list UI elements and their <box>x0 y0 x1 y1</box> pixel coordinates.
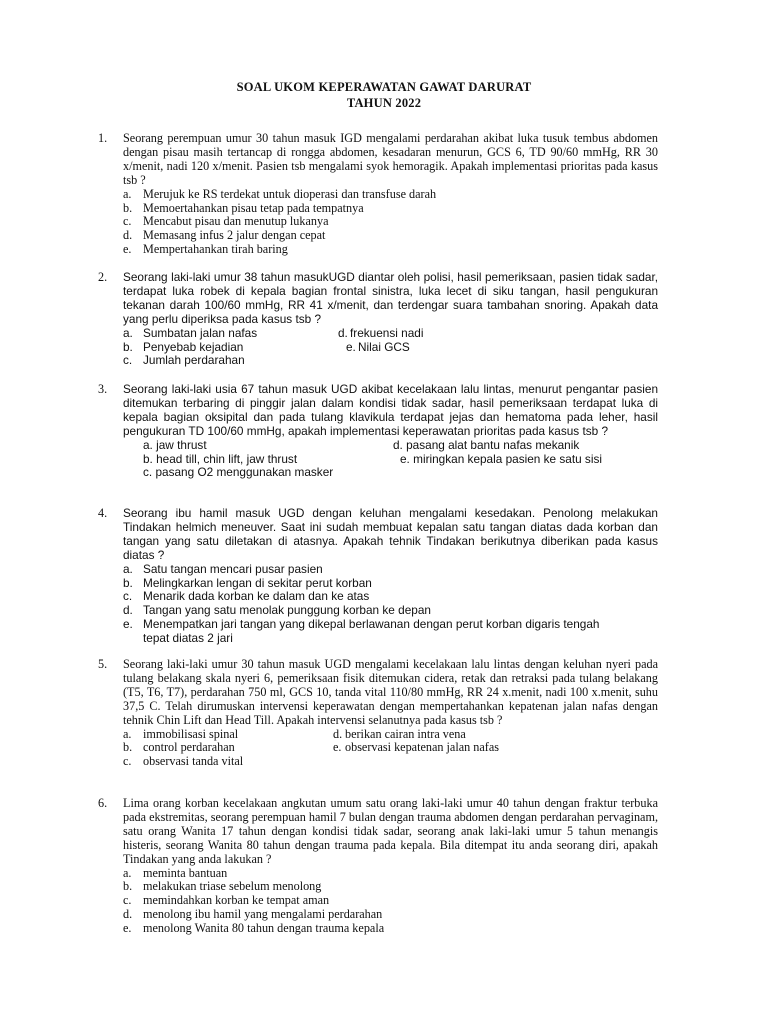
option-letter: e. <box>346 339 356 354</box>
option-a <box>123 188 658 202</box>
option-text: Sumbatan jalan nafas <box>143 325 258 340</box>
option-row <box>123 327 658 341</box>
option-e <box>123 922 658 936</box>
question-number: 4. <box>98 506 108 520</box>
option-letter: a. <box>123 186 132 201</box>
option-row <box>123 728 658 742</box>
option-text: Tangan yang satu menolak punggung korban ke depan <box>143 603 431 618</box>
option-d <box>123 908 658 922</box>
option-letter: c. <box>123 893 132 908</box>
option-c <box>123 894 658 908</box>
option-letter: c. <box>123 353 133 368</box>
question-number: 1. <box>98 131 108 145</box>
option-d <box>373 439 579 453</box>
option-text: melakukan triase sebelum menolong <box>143 879 322 894</box>
option-letter: b. <box>143 451 153 466</box>
option-row <box>123 439 658 453</box>
option-b <box>123 202 658 216</box>
option-c <box>123 354 245 368</box>
option-letter: a. <box>123 865 132 880</box>
option-letter: a. <box>123 561 133 576</box>
option-letter: e. <box>123 921 132 936</box>
option-text: Menempatkan jari tangan yang dikepal berlawanan dengan perut korban digaris tengah tepat diatas 2 jari <box>143 617 600 646</box>
question-3 <box>98 383 658 480</box>
question-number: 2. <box>98 270 108 284</box>
option-letter: e. <box>123 617 133 632</box>
option-row <box>123 453 658 467</box>
option-letter: d. <box>123 603 133 618</box>
option-a <box>123 563 658 577</box>
option-letter: b. <box>123 740 133 755</box>
option-row <box>123 466 658 480</box>
option-list <box>123 188 658 258</box>
option-d <box>123 229 658 243</box>
question-text: Lima orang korban kecelakaan angkutan umum satu orang laki-laki umur 40 tahun dengan fraktur terbuka pada ekstremitas, seorang perempuan hamil 7 bulan dengan trauma abdomen dengan perdarahan pervaginam, satu orang Wanita 17 tahun dengan kondisi tidak sadar, seorang anak laki-laki umur 5 tahun menangis histeris, seorang Wanita 80 tahun dengan trauma pada kepala. Bila ditempat itu anda seorang diri, apakah Tindakan yang anda lakukan ? <box>123 796 658 866</box>
option-row <box>123 341 658 355</box>
option-letter: d. <box>123 907 133 922</box>
option-text: berikan cairan intra vena <box>345 726 466 741</box>
option-text: Satu tangan mencari pusar pasien <box>143 561 323 576</box>
option-letter: d. <box>123 228 133 243</box>
option-d <box>338 327 423 341</box>
option-list <box>123 728 658 770</box>
document-subtitle: TAHUN 2022 <box>346 96 422 110</box>
option-b <box>123 453 380 467</box>
option-list <box>123 563 658 646</box>
option-text: observasi kepatenan jalan nafas <box>345 740 499 755</box>
option-letter: d. <box>333 726 343 741</box>
option-d <box>333 728 466 742</box>
option-letter: b. <box>123 339 133 354</box>
option-b <box>123 577 658 591</box>
option-letter: b. <box>123 575 133 590</box>
option-text: Memoertahankan pisau tetap pada tempatnya <box>143 200 364 215</box>
option-e <box>123 243 658 257</box>
option-e <box>123 618 623 646</box>
option-c <box>123 215 658 229</box>
option-letter: b. <box>123 200 133 215</box>
option-a <box>123 867 658 881</box>
option-text: immobilisasi spinal <box>143 726 239 741</box>
option-letter: a. <box>123 726 132 741</box>
option-row <box>123 354 658 368</box>
option-text: Jumlah perdarahan <box>143 353 245 368</box>
question-1 <box>98 132 658 257</box>
option-text: Nilai GCS <box>358 339 410 354</box>
option-letter: c. <box>123 214 132 229</box>
option-b <box>123 880 658 894</box>
option-text: Mencabut pisau dan menutup lukanya <box>143 214 329 229</box>
option-text: jaw thrust <box>156 437 207 452</box>
option-letter: e. <box>400 451 410 466</box>
option-a <box>123 728 333 742</box>
question-number: 5. <box>98 657 108 671</box>
question-number: 6. <box>98 796 108 810</box>
option-c <box>123 466 333 480</box>
option-letter: e. <box>333 740 342 755</box>
option-text: frekuensi nadi <box>350 325 424 340</box>
option-text: head till, chin lift, jaw thrust <box>156 451 298 466</box>
question-6 <box>98 797 658 936</box>
option-letter: b. <box>123 879 133 894</box>
document-title: SOAL UKOM KEPERAWATAN GAWAT DARURAT <box>236 80 532 94</box>
option-text: pasang alat bantu nafas mekanik <box>406 437 580 452</box>
option-letter: a. <box>143 437 153 452</box>
option-list <box>123 327 658 369</box>
option-row <box>123 741 658 755</box>
question-text: Seorang laki-laki umur 30 tahun masuk UGD mengalami kecelakaan lalu lintas dengan keluhan nyeri pada tulang belakang skala nyeri 6, pemeriksaan fisik ditemukan cidera, retak dan retraksi pada tulang belakang (T5, T6, T7), perdarahan 750 ml, GCS 10, tanda vital 110/80 mmHg, RR 24 x.menit, nadi 100 x.menit, suhu 37,5 C. Telah dirumuskan intervensi keperawatan dengan mempertahankan kepatenan jalan nafas dengan tehnik Chin Lift dan Head Till. Apakah intervensi selanutnya pada kasus tsb ? <box>123 657 658 727</box>
option-e <box>346 341 410 355</box>
option-b <box>123 741 333 755</box>
question-text: Seorang perempuan umur 30 tahun masuk IGD mengalami perdarahan akibat luka tusuk tembus abdomen dengan pisau masih tertancap di rongga abdomen, kesadaran menurun, GCS 6, TD 90/60 mmHg, RR 30 x/menit, nadi 120 x/menit. Pasien tsb mengalami syok hemoragik. Apakah implementasi prioritas pada kasus tsb ? <box>123 131 658 187</box>
option-text: Penyebab kejadian <box>143 339 244 354</box>
option-list <box>123 867 658 937</box>
question-4 <box>98 507 658 646</box>
option-letter: c. <box>123 589 133 604</box>
option-text: control perdarahan <box>143 740 235 755</box>
option-letter: a. <box>123 325 133 340</box>
option-d <box>123 604 658 618</box>
option-text: pasang O2 menggunakan masker <box>155 465 334 480</box>
option-letter: c. <box>123 754 132 769</box>
question-text: Seorang laki-laki usia 67 tahun masuk UGD akibat kecelakaan lalu lintas, menurut pengantar pasien ditemukan terbaring di pinggir jalan dalam kondisi tidak sadar, hasil pemeriksaan terdapat luka di kepala bagian oksipital dan pada tulang klavikula terdapat jejas dan hematoma pada leher, hasil pengukuran TD 100/60 mmHg, apakah implementasi keperawatan prioritas pada kasus tsb ? <box>123 382 658 438</box>
question-5 <box>98 658 658 769</box>
option-letter: d. <box>393 437 403 452</box>
question-text: Seorang ibu hamil masuk UGD dengan keluhan mengalami kesedakan. Penolong melakukan Tindakan helmich meneuver. Saat ini sudah membuat kepalan satu tangan diatas dada korban dan tangan yang satu diletakan di atasnya. Apakah tehnik Tindakan berikutnya diberikan pada kasus diatas ? <box>123 506 658 562</box>
option-list <box>123 439 658 481</box>
option-letter: d. <box>338 325 348 340</box>
question-text: Seorang laki-laki umur 38 tahun masukUGD diantar oleh polisi, hasil pemeriksaan, pasien tidak sadar, terdapat luka robek di kepala bagian frontal sinistra, luka lecet di siku tangan, hasil pengukuran tekanan darah 100/60 mmHg, RR 41 x/menit, dan terdengar suara tambahan snoring. Apakah data yang perlu diperiksa pada kasus tsb ? <box>123 270 658 326</box>
option-b <box>123 341 346 355</box>
option-letter: e. <box>123 242 132 257</box>
option-text: menolong Wanita 80 tahun dengan trauma kepala <box>143 921 385 936</box>
option-text: Mempertahankan tirah baring <box>143 242 288 257</box>
option-a <box>123 439 373 453</box>
option-text: Menarik dada korban ke dalam dan ke atas <box>143 589 370 604</box>
option-e <box>380 453 602 467</box>
option-text: memindahkan korban ke tempat aman <box>143 893 330 908</box>
option-text: Melingkarkan lengan di sekitar perut korban <box>143 575 372 590</box>
option-text: menolong ibu hamil yang mengalami perdarahan <box>143 907 383 922</box>
option-c <box>123 590 658 604</box>
option-text: miringkan kepala pasien ke satu sisi <box>413 451 602 466</box>
option-text: Memasang infus 2 jalur dengan cepat <box>143 228 326 243</box>
question-number: 3. <box>98 382 108 396</box>
option-c <box>123 755 243 769</box>
option-letter: c. <box>143 465 153 480</box>
option-e <box>333 741 499 755</box>
option-text: Merujuk ke RS terdekat untuk dioperasi dan transfuse darah <box>143 186 437 201</box>
option-a <box>123 327 338 341</box>
question-2 <box>98 271 658 368</box>
option-text: meminta bantuan <box>143 865 228 880</box>
option-text: observasi tanda vital <box>143 754 244 769</box>
option-row <box>123 755 658 769</box>
